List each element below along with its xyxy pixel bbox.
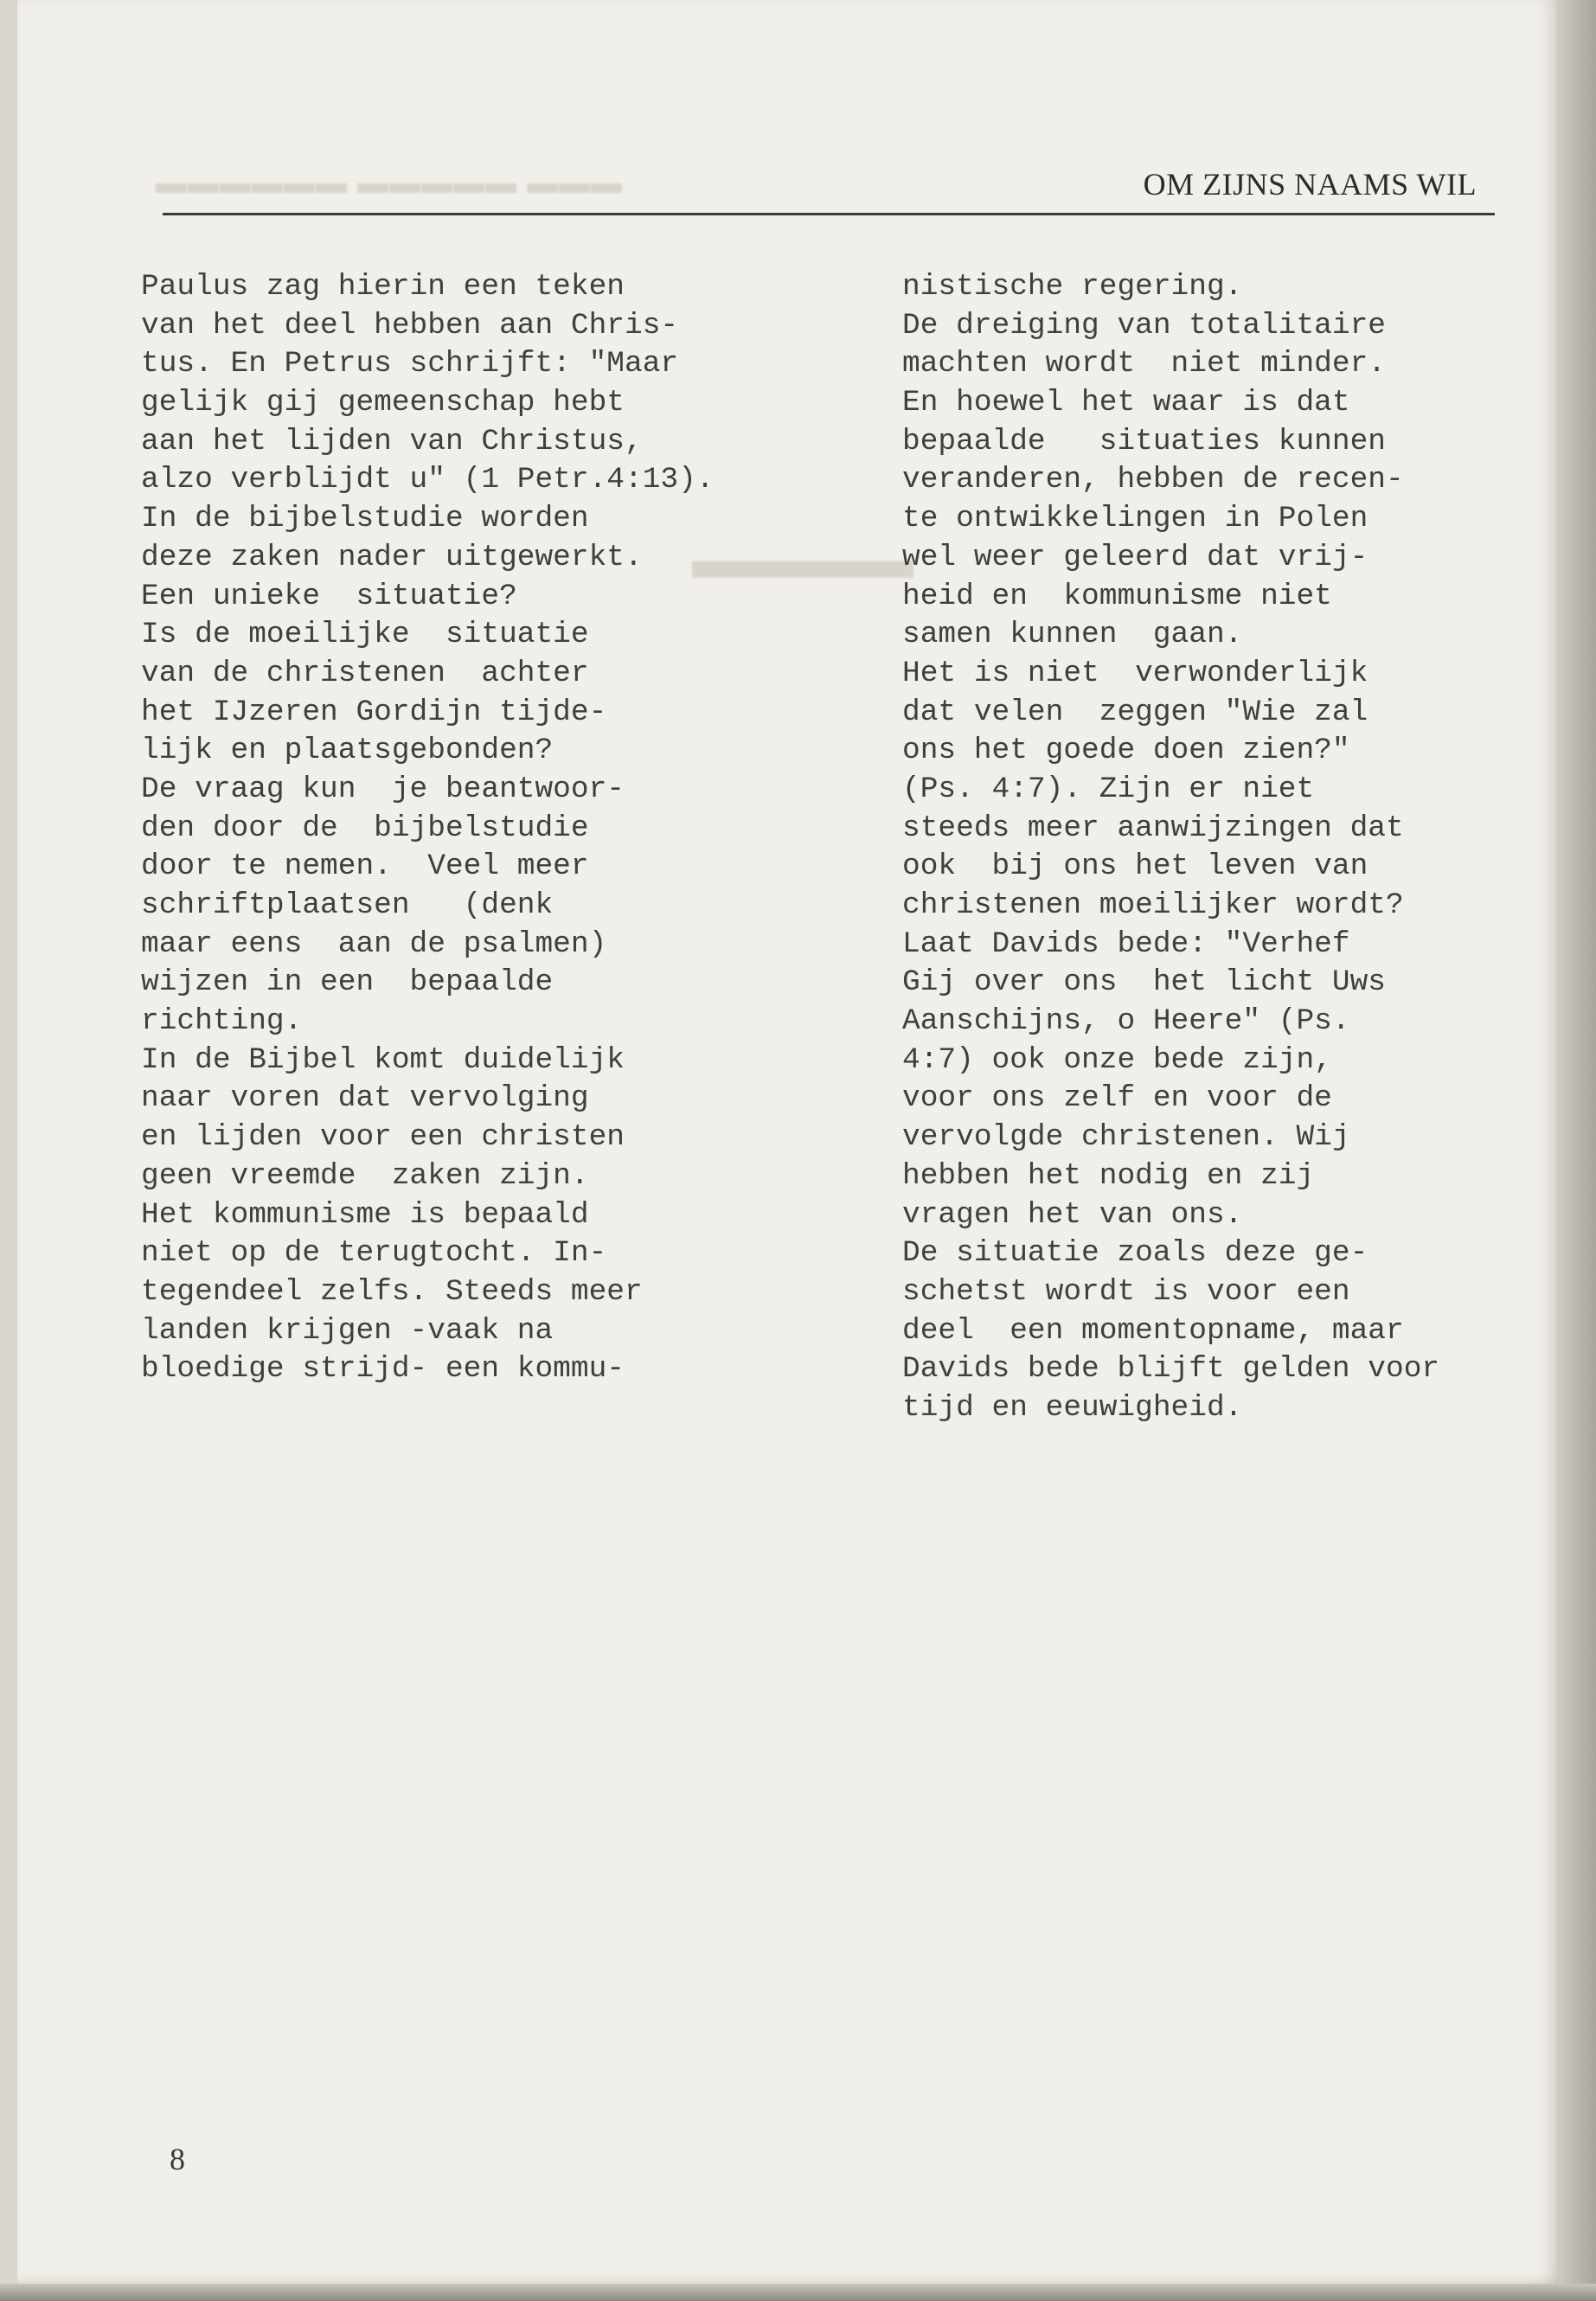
text-line: deel een momentopname, maar (902, 1313, 1404, 1348)
text-line: te ontwikkelingen in Polen (902, 502, 1368, 536)
text-line: lijk en plaatsgebonden? (141, 734, 554, 768)
text-line: In de Bijbel komt duidelijk (141, 1042, 625, 1077)
text-line: De vraag kun je beantwoor- (141, 772, 625, 806)
text-line: In de bijbelstudie worden (141, 502, 589, 536)
text-line: De dreiging van totalitaire (902, 308, 1386, 343)
text-line: samen kunnen gaan. (902, 618, 1243, 652)
text-line: geen vreemde zaken zijn. (141, 1158, 589, 1193)
text-line: gelijk gij gemeenschap hebt (141, 386, 625, 420)
document-page (17, 0, 1557, 2284)
text-line: Het is niet verwonderlijk (902, 656, 1368, 690)
text-line: Laat Davids bede: "Verhef (902, 926, 1350, 961)
text-line: Een unieke situatie? (141, 579, 517, 613)
text-line: landen krijgen -vaak na (141, 1313, 554, 1348)
text-line: tijd en eeuwigheid. (902, 1390, 1243, 1425)
text-line: het IJzeren Gordijn tijde- (141, 695, 607, 729)
text-line: alzo verblijdt u" (1 Petr.4:13). (141, 463, 715, 497)
text-line: en lijden voor een christen (141, 1120, 625, 1155)
text-line: De situatie zoals deze ge- (902, 1236, 1368, 1271)
text-line: En hoewel het waar is dat (902, 386, 1350, 420)
text-line: christenen moeilijker wordt? (902, 888, 1404, 922)
text-line: ons het goede doen zien?" (902, 734, 1350, 768)
text-line: veranderen, hebben de recen- (902, 463, 1404, 497)
text-line: heid en kommunisme niet (902, 579, 1332, 613)
text-line: aan het lijden van Christus, (141, 424, 643, 458)
text-line: dat velen zeggen "Wie zal (902, 695, 1368, 729)
text-line: den door de bijbelstudie (141, 811, 589, 845)
text-line: tus. En Petrus schrijft: "Maar (141, 347, 679, 381)
text-line: van de christenen achter (141, 656, 589, 690)
text-line: (Ps. 4:7). Zijn er niet (902, 772, 1315, 806)
text-line: deze zaken nader uitgewerkt. (141, 540, 643, 574)
text-line: Paulus zag hierin een teken (141, 270, 625, 304)
text-line: van het deel hebben aan Chris- (141, 308, 679, 343)
page-number: 8 (170, 2142, 185, 2176)
text-line: tegendeel zelfs. Steeds meer (141, 1274, 643, 1309)
text-line: nistische regering. (902, 270, 1243, 304)
text-line: Davids bede blijft gelden voor (902, 1352, 1440, 1387)
text-line: 4:7) ook onze bede zijn, (902, 1042, 1332, 1077)
text-line: bloedige strijd- een kommu- (141, 1352, 625, 1387)
text-line: vervolgde christenen. Wij (902, 1120, 1350, 1155)
text-line: Het kommunisme is bepaald (141, 1197, 589, 1232)
text-line: Is de moeilijke situatie (141, 618, 589, 652)
text-line: door te nemen. Veel meer (141, 849, 589, 884)
text-line: maar eens aan de psalmen) (141, 926, 607, 961)
text-line: wel weer geleerd dat vrij- (902, 540, 1368, 574)
text-line: steeds meer aanwijzingen dat (902, 811, 1404, 845)
text-line: hebben het nodig en zij (902, 1158, 1315, 1193)
bleed-through-title: ▬▬▬▬ (692, 529, 913, 590)
text-line: Aanschijns, o Heere" (Ps. (902, 1004, 1350, 1039)
text-line: machten wordt niet minder. (902, 347, 1386, 381)
page-bottom-edge (0, 2284, 1596, 2301)
text-line: niet op de terugtocht. In- (141, 1236, 607, 1271)
header-divider (163, 213, 1495, 215)
text-line: richting. (141, 1004, 303, 1039)
running-header-title: OM ZIJNS NAAMS WIL (1143, 167, 1477, 202)
text-line: bepaalde situaties kunnen (902, 424, 1386, 458)
text-line: voor ons zelf en voor de (902, 1081, 1332, 1116)
bleed-through-header: ▬▬▬▬▬▬ ▬▬▬▬▬ ▬▬▬ (156, 164, 624, 200)
text-line: Gij over ons het licht Uws (902, 965, 1386, 1000)
text-line: wijzen in een bepaalde (141, 965, 554, 1000)
text-line: schetst wordt is voor een (902, 1274, 1350, 1309)
text-column-left (141, 268, 747, 1389)
text-line: ook bij ons het leven van (902, 849, 1368, 884)
text-column-right (902, 268, 1525, 1428)
page-edge-shadow (1557, 0, 1596, 2301)
text-line: vragen het van ons. (902, 1197, 1243, 1232)
text-line: naar voren dat vervolging (141, 1081, 589, 1116)
text-line: schriftplaatsen (denk (141, 888, 554, 922)
